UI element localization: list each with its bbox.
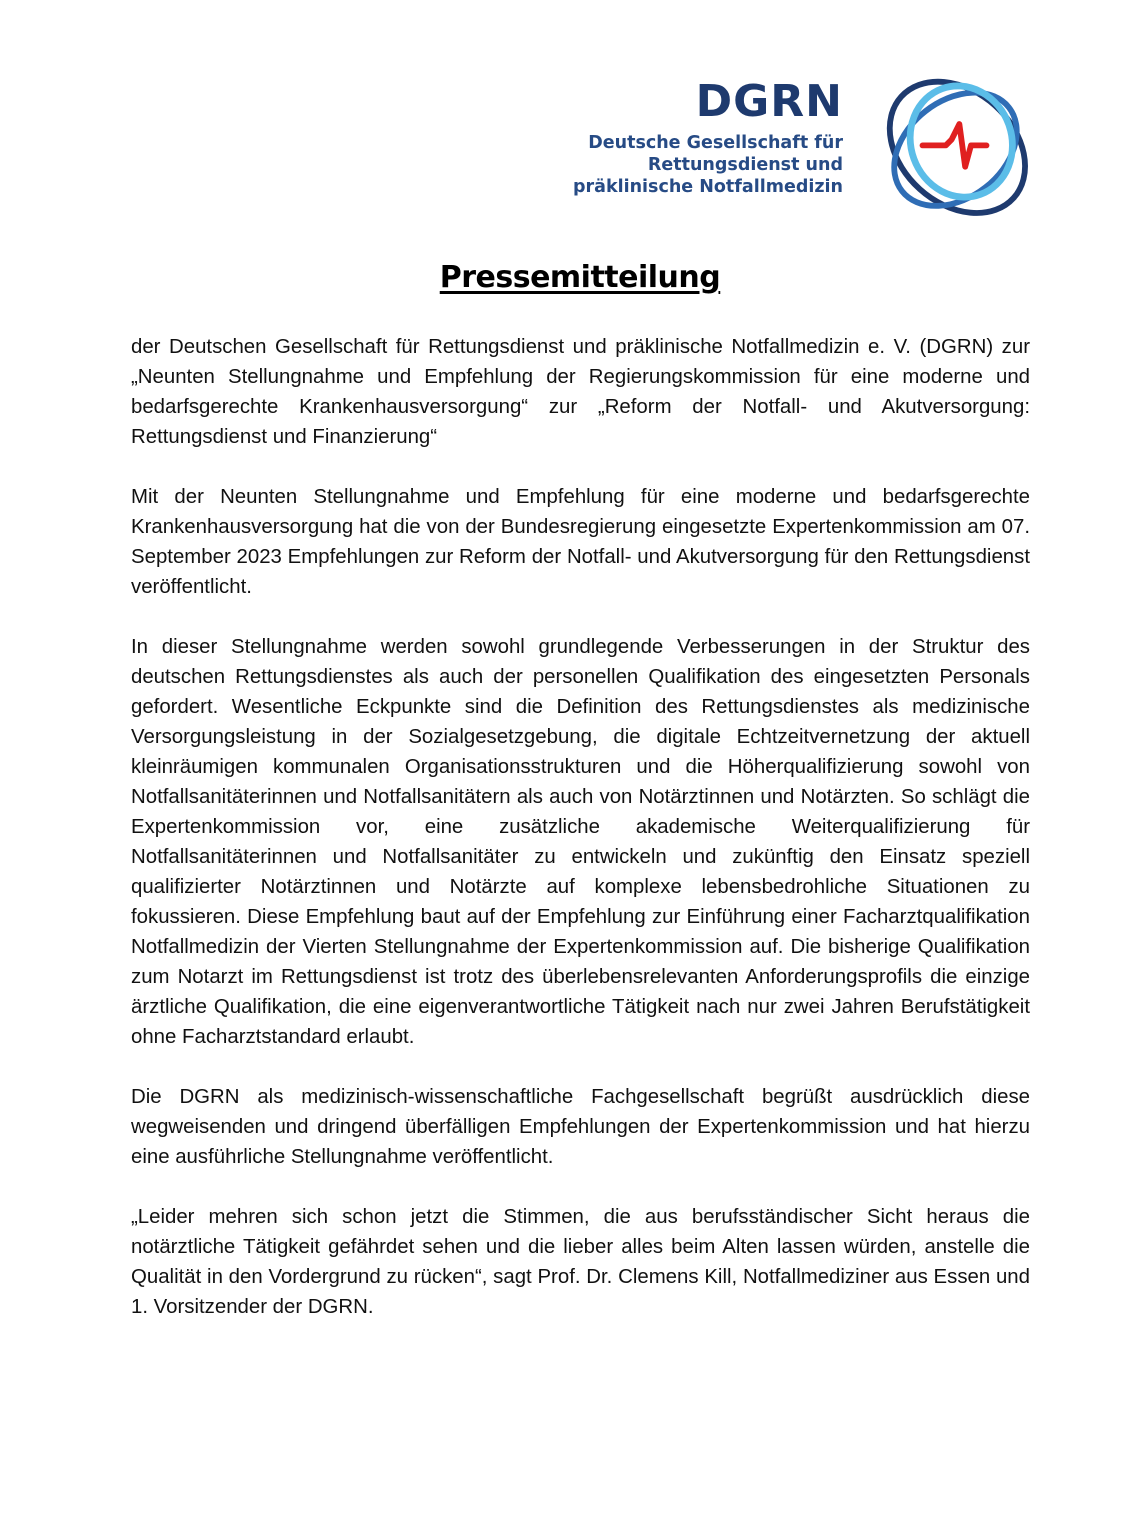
body-paragraph: Die DGRN als medizinisch-wissenschaftliche Fachgesellschaft begrüßt ausdrücklich diese wegweisenden und dringend überfälligen Empfehlungen der Expertenkommission und hat hierzu eine ausführliche Stellungnahme veröffentlicht. [131, 1086, 1030, 1168]
dgrn-logo-icon [872, 62, 1037, 222]
intro-paragraph: der Deutschen Gesellschaft für Rettungsdienst und präklinische Notfallmedizin e. V. (DGRN) zur „Neunten Stellungnahme und Empfehlung der Regierungskommission für eine moderne und bedarfsgerechte Krankenhausversorgung“ zur „Reform der Notfall- und Akutversorgung: Rettungsdienst und Finanzierung“ [131, 336, 1030, 448]
page-title: Pressemitteilung [439, 260, 721, 295]
body-paragraph: In dieser Stellungnahme werden sowohl grundlegende Verbesserungen in der Struktur des deutschen Rettungsdienstes als auch der personellen Qualifikation des eingesetzten Personals gefordert. Wesentliche Eckpunkte sind die Definition des Rettungsdienstes als medizinische Versorgungsleistung in der Sozialgesetzgebung, die digitale Echtzeitvernetzung der aktuell kleinräumigen kommunalen Organisationsstrukturen und die Höherqualifizierung sowohl von Notfallsanitäterinnen und Notfallsanitätern als auch von Notärztinnen und Notärzten. So schlägt die Expertenkommission vor, eine zusätzliche akademische Weiterqualifizierung für Notfallsanitäterinnen und Notfallsanitäter zu entwickeln und zukünftig den Einsatz speziell qualifizierter Notärztinnen und Notärzte auf komplexe lebensbedrohliche Situationen zu fokussieren. Diese Empfehlung baut auf der Empfehlung zur Einführung einer Facharztqualifikation Notfallmedizin der Vierten Stellungnahme der Expertenkommission auf. Die bisherige Qualifikation zum Notarzt im Rettungsdienst ist trotz des überlebensrelevanten Anforderungsprofils die einzige ärztliche Qualifikation, die eine eigenverantwortliche Tätigkeit nach nur zwei Jahren Berufstätigkeit ohne Facharztstandard erlaubt. [131, 636, 1030, 1048]
brand-fullname-line: Deutsche Gesellschaft für [588, 133, 843, 153]
organization-brand [573, 78, 843, 198]
brand-fullname-line: präklinische Notfallmedizin [573, 177, 843, 197]
document-body [131, 332, 1030, 1352]
brand-fullname [573, 132, 843, 198]
brand-acronym: DGRN [695, 76, 843, 127]
brand-fullname-line: Rettungsdienst und [647, 155, 843, 175]
heartbeat-icon [923, 124, 987, 167]
body-paragraph: Mit der Neunten Stellungnahme und Empfehlung für eine moderne und bedarfsgerechte Krankenhausversorgung hat die von der Bundesregierung eingesetzte Expertenkommission am 07. September 2023 Empfehlungen zur Reform der Notfall- und Akutversorgung für den Rettungsdienst veröffentlicht. [131, 486, 1030, 598]
quote-paragraph: „Leider mehren sich schon jetzt die Stimmen, die aus berufsständischer Sicht heraus die notärztliche Tätigkeit gefährdet sehen und die lieber alles beim Alten lassen würden, anstelle die Qualität in den Vordergrund zu rücken“, sagt Prof. Dr. Clemens Kill, Notfallmediziner aus Essen und 1. Vorsitzender der DGRN. [131, 1206, 1030, 1318]
